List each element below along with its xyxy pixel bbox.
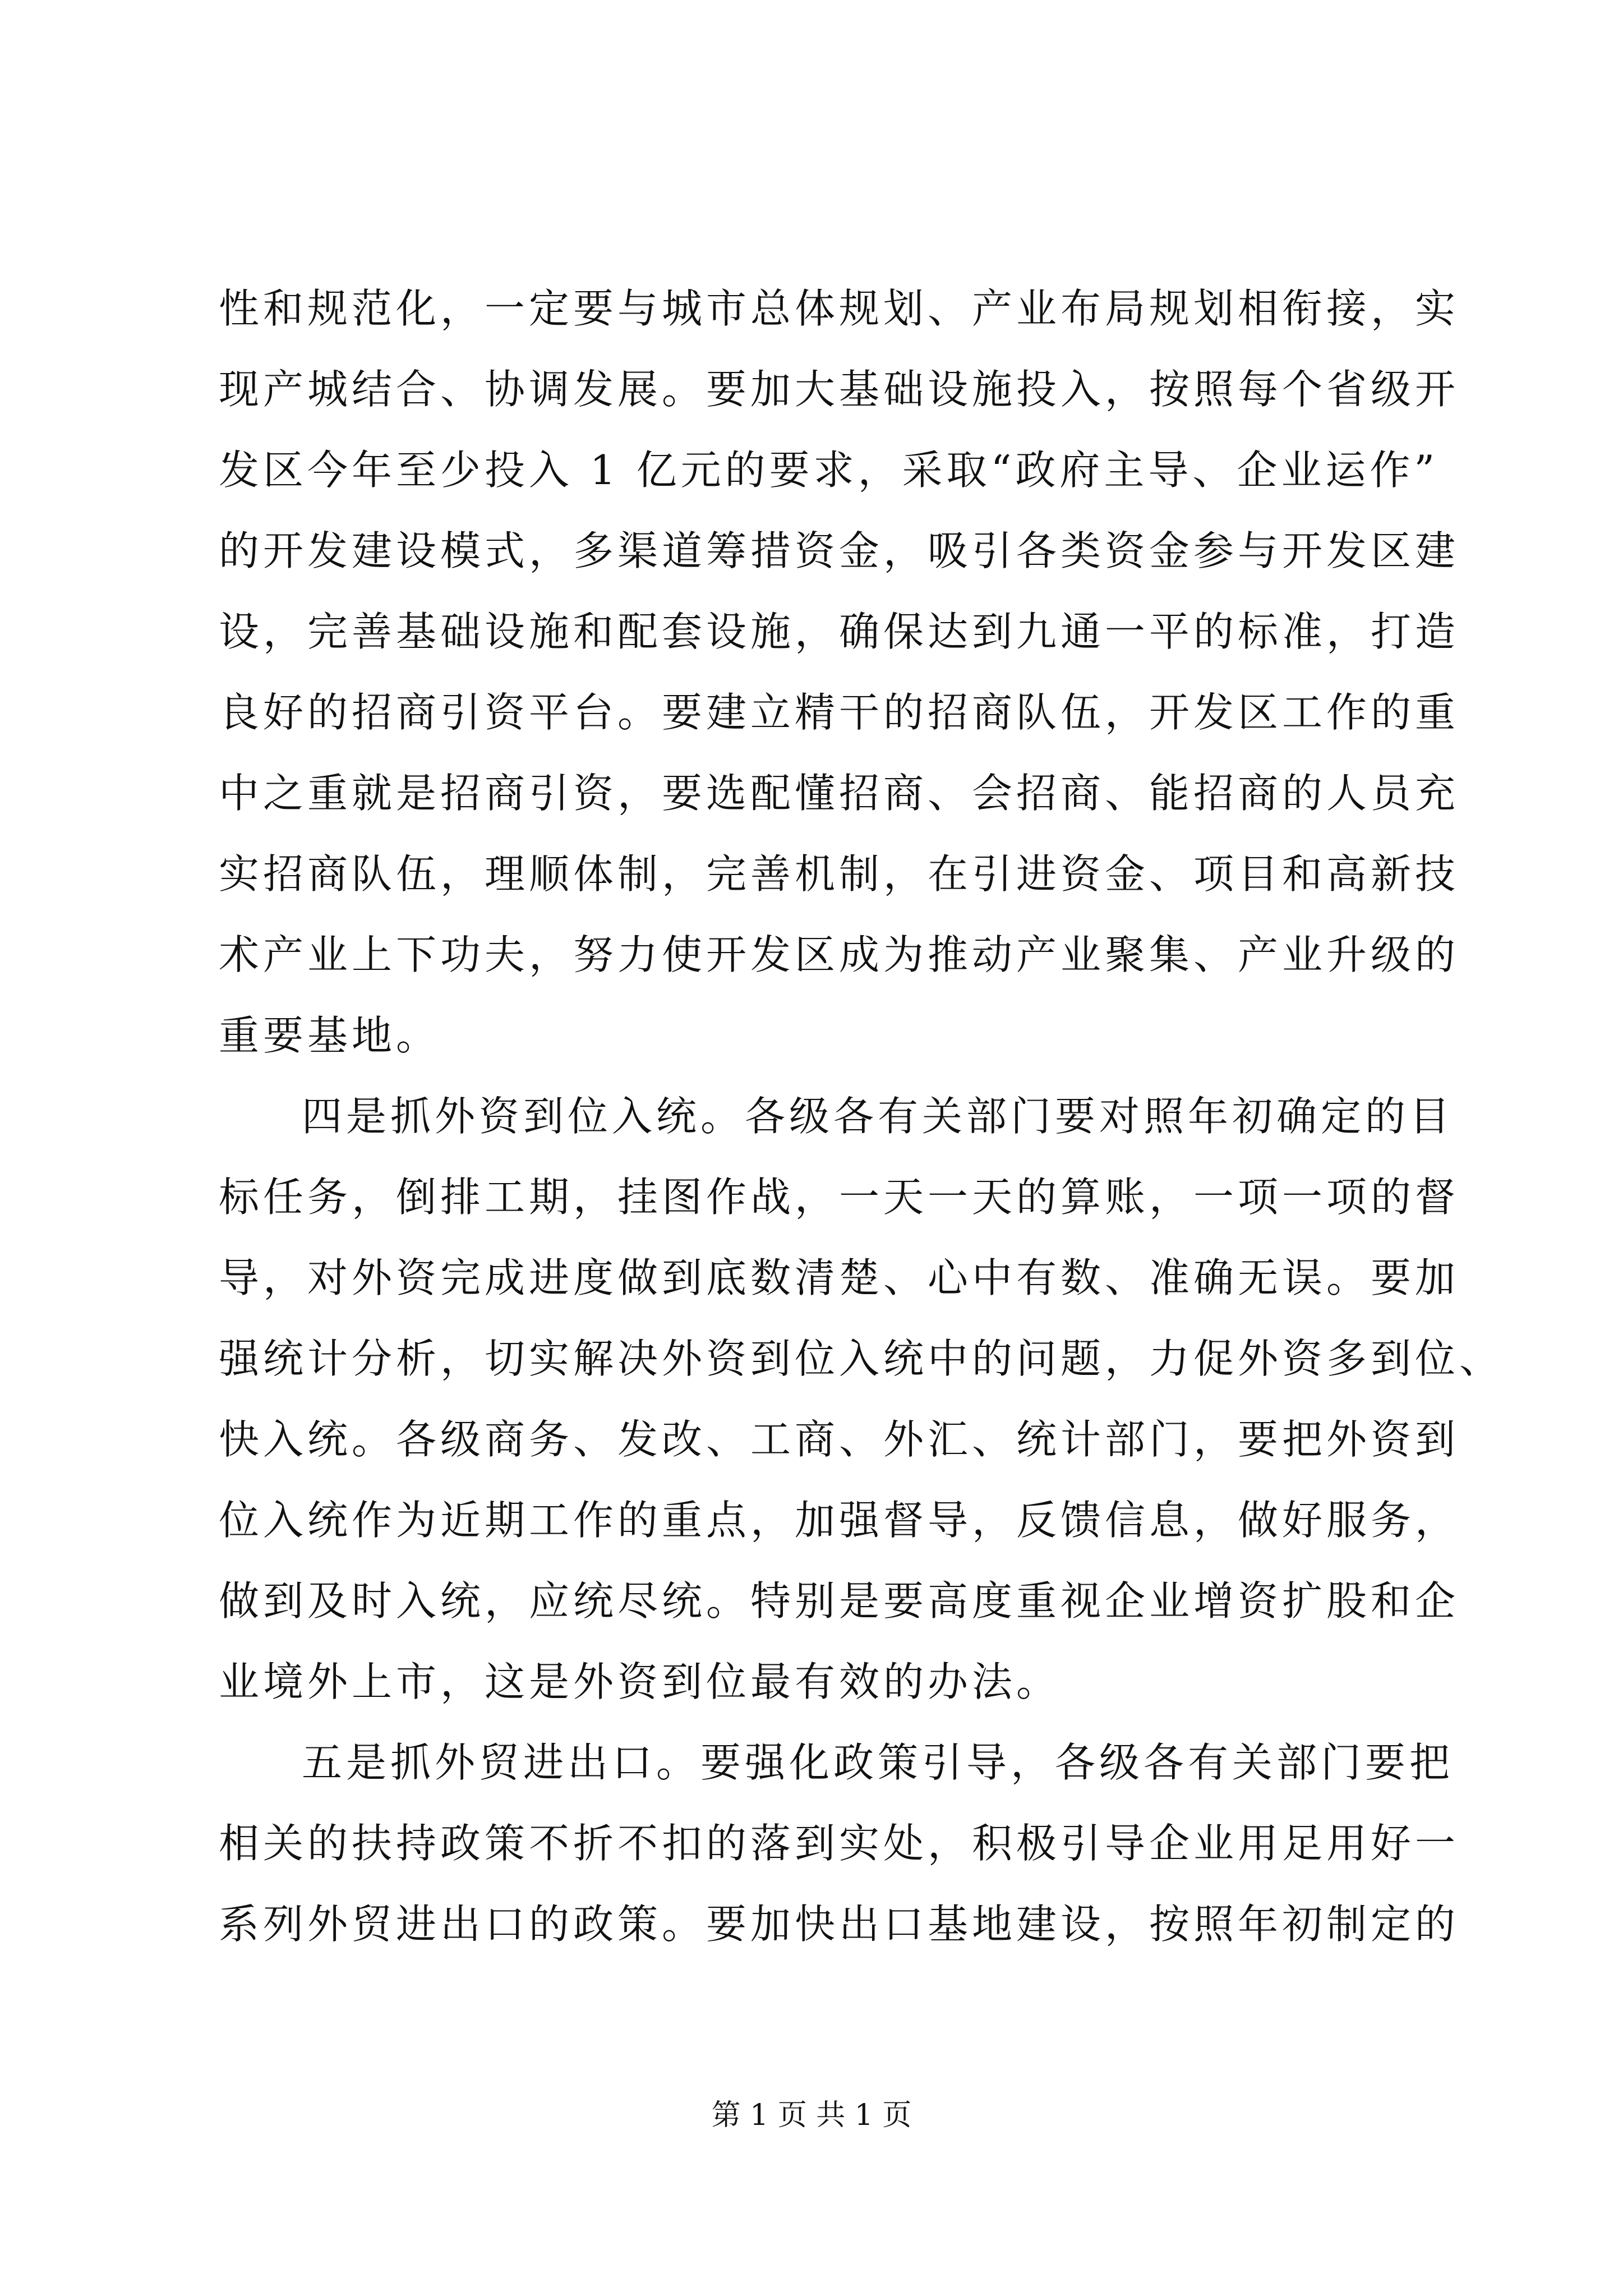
text-line: 位入统作为近期工作的重点，加强督导，反馈信息，做好服务， — [219, 1497, 1460, 1544]
page-footer: 第 1 页 共 1 页 — [711, 2099, 912, 2132]
text-line: 快入统。各级商务、发改、工商、外汇、统计部门，要把外资到 — [219, 1416, 1460, 1463]
text-line: 设，完善基础设施和配套设施，确保达到九通一平的标准，打造 — [219, 608, 1460, 655]
text-line: 业境外上市，这是外资到位最有效的办法。 — [219, 1658, 1061, 1705]
text-line: 重要基地。 — [219, 1012, 441, 1059]
text-line: 术产业上下功夫，努力使开发区成为推动产业聚集、产业升级的 — [219, 931, 1460, 978]
text-line: 强统计分析，切实解决外资到位入统中的问题，力促外资多到位、 — [219, 1335, 1504, 1382]
text-line: 做到及时入统，应统尽统。特别是要高度重视企业增资扩股和企 — [219, 1577, 1460, 1625]
text-line: 良好的招商引资平台。要建立精干的招商队伍，开发区工作的重 — [219, 689, 1460, 736]
paragraph-first-line: 五是抓外贸进出口。要强化政策引导，各级各有关部门要把 — [302, 1739, 1454, 1786]
text-line: 性和规范化，一定要与城市总体规划、产业布局规划相衔接，实 — [219, 285, 1460, 332]
text-line: 现产城结合、协调发展。要加大基础设施投入，按照每个省级开 — [219, 366, 1460, 413]
text-line: 中之重就是招商引资，要选配懂招商、会招商、能招商的人员充 — [219, 770, 1460, 817]
text-line: 相关的扶持政策不折不扣的落到实处，积极引导企业用足用好一 — [219, 1820, 1460, 1867]
text-line: 发区今年至少投入 1 亿元的要求，采取“政府主导、企业运作” — [219, 447, 1439, 494]
text-line: 导，对外资完成进度做到底数清楚、心中有数、准确无误。要加 — [219, 1254, 1460, 1301]
text-line: 系列外贸进出口的政策。要加快出口基地建设，按照年初制定的 — [219, 1901, 1460, 1948]
text-line: 的开发建设模式，多渠道筹措资金，吸引各类资金参与开发区建 — [219, 527, 1460, 574]
document-body — [219, 268, 1504, 1964]
paragraph-first-line: 四是抓外资到位入统。各级各有关部门要对照年初确定的目 — [302, 1093, 1454, 1140]
text-line: 标任务，倒排工期，挂图作战，一天一天的算账，一项一项的督 — [219, 1174, 1460, 1221]
text-line: 实招商队伍，理顺体制，完善机制，在引进资金、项目和高新技 — [219, 850, 1460, 898]
